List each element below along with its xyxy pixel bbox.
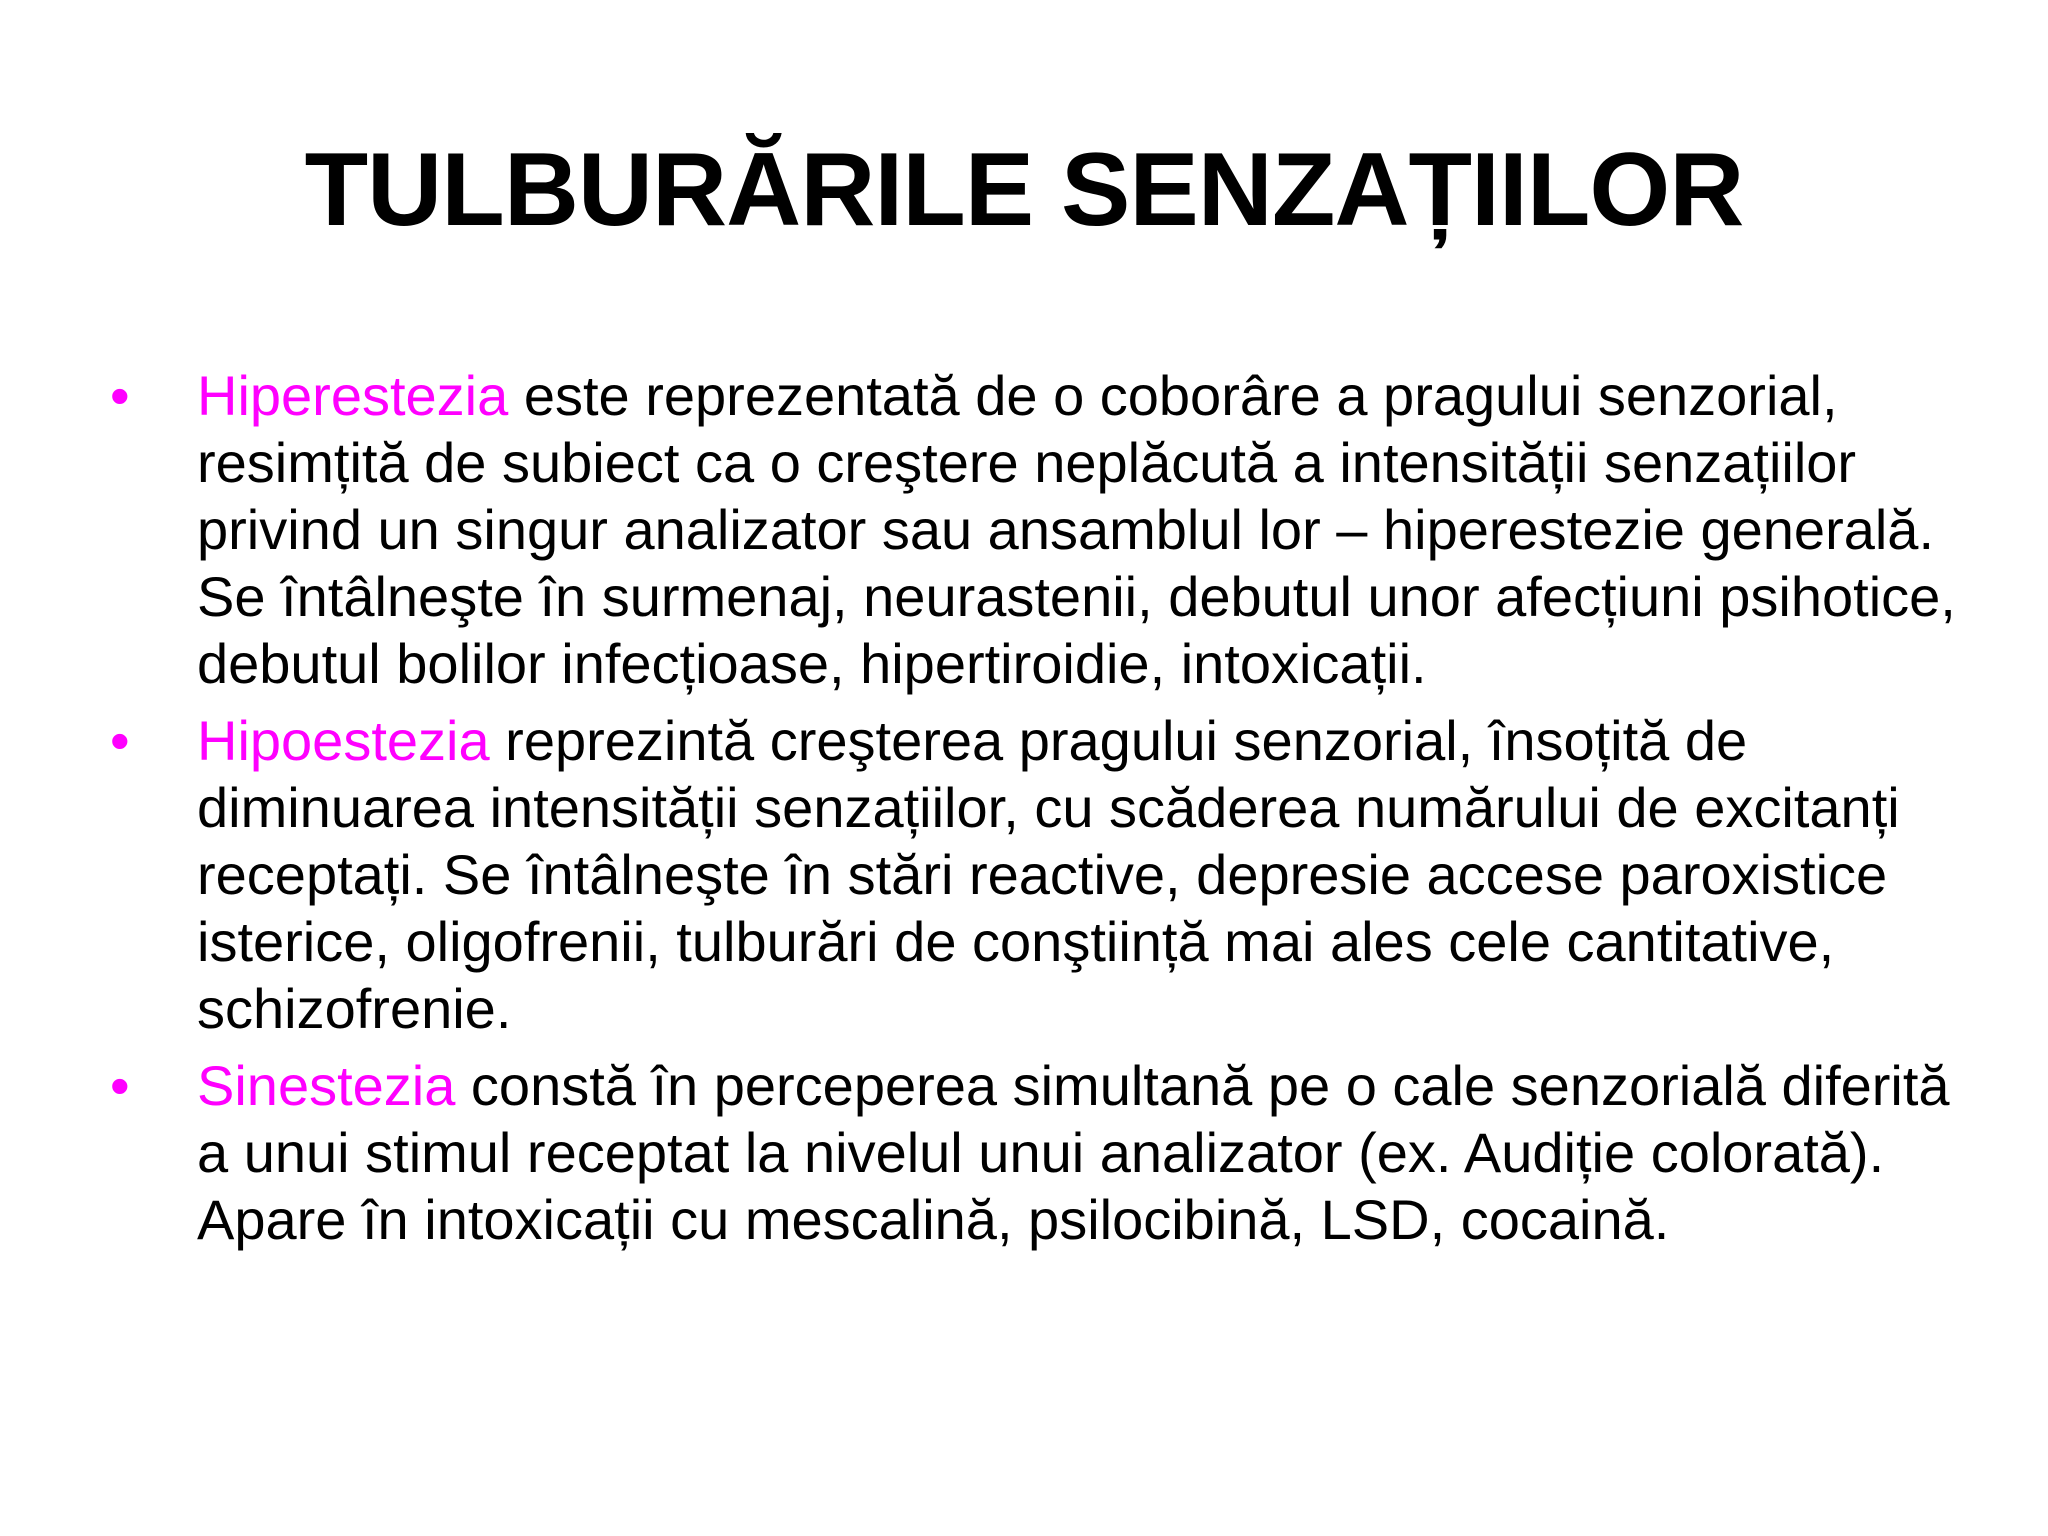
bullet-list	[110, 362, 1970, 1263]
bullet-icon: •	[110, 364, 130, 427]
term-sinestezia: Sinestezia	[197, 1054, 456, 1117]
definition-sinestezia: constă în perceperea simultană pe o cale senzorială diferită a unui stimul receptat la nivelul unui analizator (ex. Audiție colorată). Apare în intoxicații cu mescalină, psilocibină, LSD, cocaină.	[197, 1054, 1950, 1251]
definition-hiperestezia: este reprezentată de o coborâre a pragului senzorial, resimțită de subiect ca o creştere neplăcută a intensității senzațiilor privind un singur analizator sau ansamblul lor – hiperestezie generală. Se întâlneşte în surmenaj, neurastenii, debutul unor afecțiuni psihotice, debutul bolilor infecțioase, hipertiroidie, intoxicații.	[197, 364, 1956, 695]
term-hiperestezia: Hiperestezia	[197, 364, 509, 427]
definition-hipoestezia: reprezintă creşterea pragului senzorial, însoțită de diminuarea intensității senzațiilor, cu scăderea numărului de excitanți receptați. Se întâlneşte în stări reactive, depresie accese paroxistice isterice, oligofrenii, tulburări de conştiință mai ales cele cantitative, schizofrenie.	[197, 709, 1900, 1040]
slide-title: TULBURĂRILE SENZAȚIILOR	[304, 132, 1744, 248]
bullet-item-hiperestezia	[110, 362, 1970, 697]
bullet-icon: •	[110, 709, 130, 772]
bullet-item-hipoestezia	[110, 707, 1970, 1042]
bullet-icon: •	[110, 1054, 130, 1117]
term-hipoestezia: Hipoestezia	[197, 709, 490, 772]
bullet-item-sinestezia	[110, 1052, 1970, 1253]
